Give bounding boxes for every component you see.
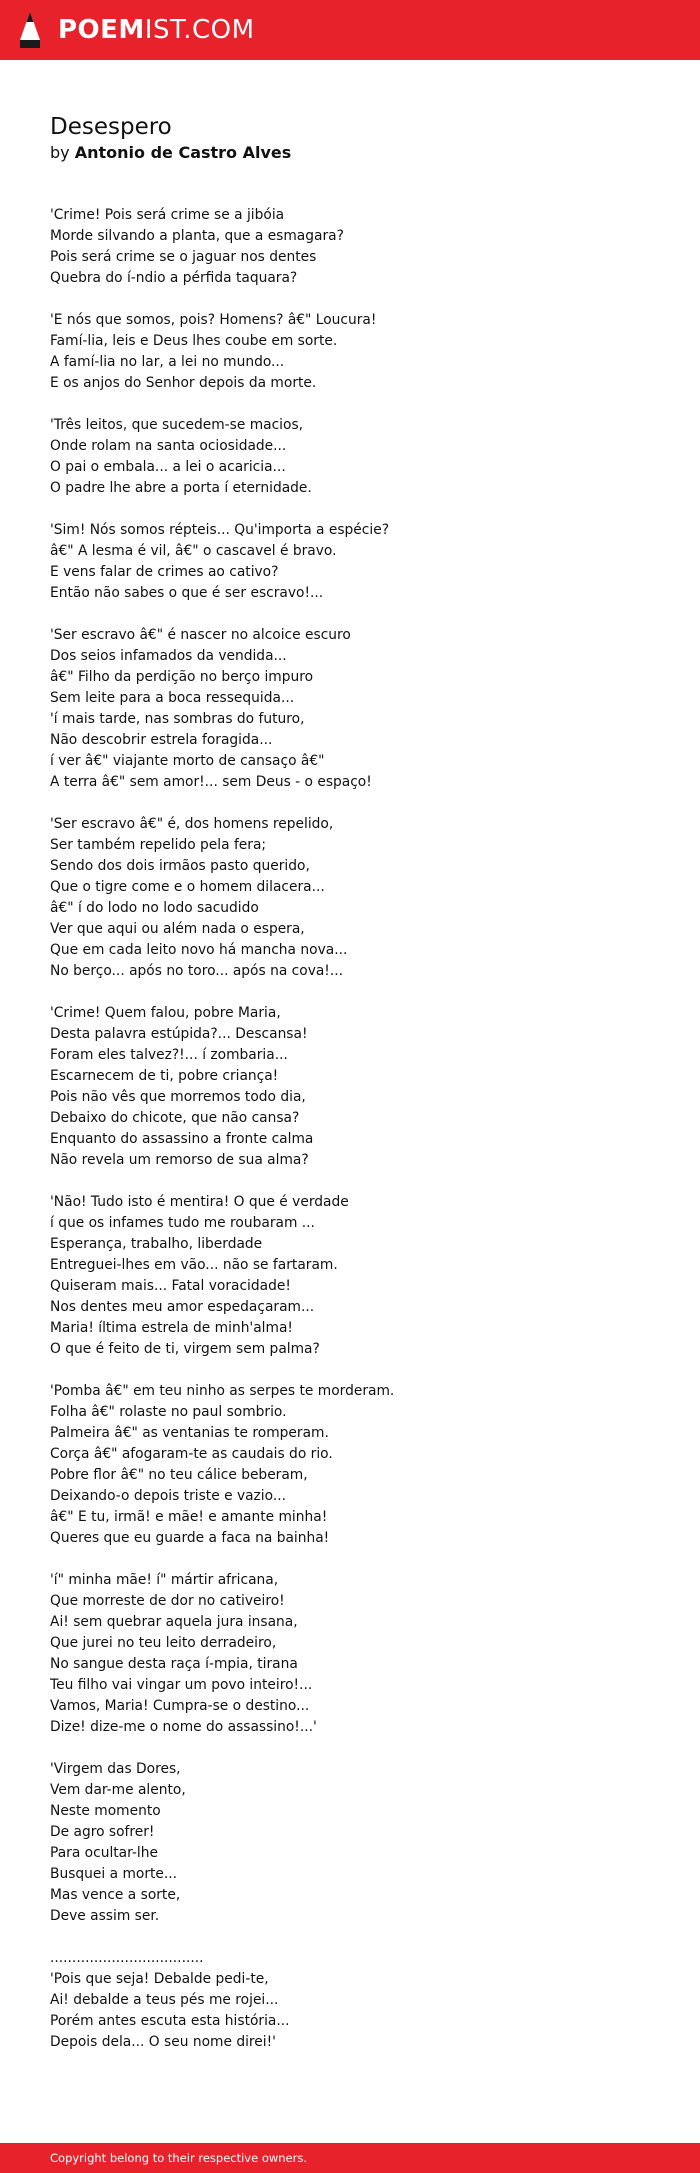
poem-line: Folha â€" rolaste no paul sombrio. <box>50 1404 287 1420</box>
poem-line: 'Ser escravo â€" é nascer no alcoice escuro <box>50 627 351 643</box>
poem-stanza <box>50 1192 670 1360</box>
poem-line: Pois será crime se o jaguar nos dentes <box>50 249 317 265</box>
poem-line: Queres que eu guarde a faca na bainha! <box>50 1530 330 1546</box>
poem-stanza <box>50 310 670 394</box>
copyright-text: Copyright belong to their respective owners. <box>50 2151 308 2165</box>
logo-brand-light: IST.COM <box>144 15 255 45</box>
poem-line: Nos dentes meu amor espedaçaram... <box>50 1299 315 1315</box>
poem-line: Morde silvando a planta, que a esmagara? <box>50 228 344 244</box>
poem-body <box>50 205 670 2053</box>
poem-line: â€" Filho da perdição no berço impuro <box>50 669 314 685</box>
poem-stanza <box>50 1570 670 1738</box>
poem-line: Vem dar-me alento, <box>50 1782 186 1798</box>
poem-line: Não revela um remorso de sua alma? <box>50 1152 309 1168</box>
by-label: by <box>50 143 70 162</box>
poem-line: Deixando-o depois triste e vazio... <box>50 1488 286 1504</box>
poem-line: Depois dela... O seu nome direi!' <box>50 2034 276 2050</box>
poem-line: E vens falar de crimes ao cativo? <box>50 564 279 580</box>
poem-line: 'í mais tarde, nas sombras do futuro, <box>50 711 305 727</box>
poem-line: Desta palavra estúpida?... Descansa! <box>50 1026 308 1042</box>
poem-line: O pai o embala... a lei o acaricia... <box>50 459 286 475</box>
poem-line: Que em cada leito novo há mancha nova... <box>50 942 348 958</box>
poem-line: Dize! dize-me o nome do assassino!...' <box>50 1719 317 1735</box>
logo-brand-bold: POEM <box>58 15 145 45</box>
poem-line: Quebra do í-ndio a pérfida taquara? <box>50 270 298 286</box>
poem-stanza <box>50 415 670 499</box>
poem-line: Vamos, Maria! Cumpra-se o destino... <box>50 1698 310 1714</box>
poem-line: 'E nós que somos, pois? Homens? â€" Loucura! <box>50 312 377 328</box>
poem-line: No sangue desta raça í-mpia, tirana <box>50 1656 298 1672</box>
poem-line: Escarnecem de ti, pobre criança! <box>50 1068 279 1084</box>
poem-line: 'Crime! Pois será crime se a jibóia <box>50 207 285 223</box>
poem-byline <box>50 142 670 164</box>
poem-line: Maria! íltima estrela de minh'alma! <box>50 1320 293 1336</box>
poem-line: Então não sabes o que é ser escravo!... <box>50 585 324 601</box>
author-name[interactable]: Antonio de Castro Alves <box>74 143 292 162</box>
poem-line: Que morreste de dor no cativeiro! <box>50 1593 285 1609</box>
poem-stanza <box>50 205 670 289</box>
poem-stanza <box>50 1948 670 2053</box>
poem-line: í ver â€" viajante morto de cansaço â€" <box>50 753 325 769</box>
poem-line: Que o tigre come e o homem dilacera... <box>50 879 325 895</box>
poem-title: Desespero <box>50 114 172 140</box>
poem-line: Para ocultar-lhe <box>50 1845 158 1861</box>
poem-line: Sendo dos dois irmãos pasto querido, <box>50 858 310 874</box>
poem-line: 'Virgem das Dores, <box>50 1761 181 1777</box>
poem-content <box>50 112 670 2074</box>
poem-line: Dos seios infamados da vendida... <box>50 648 287 664</box>
pencil-tip-icon[interactable] <box>18 10 42 50</box>
poem-line: Que jurei no teu leito derradeiro, <box>50 1635 277 1651</box>
poem-line: O padre lhe abre a porta í eternidade. <box>50 480 312 496</box>
poem-line: Busquei a morte... <box>50 1866 178 1882</box>
poem-line: Palmeira â€" as ventanias te romperam. <box>50 1425 329 1441</box>
poem-line: Esperança, trabalho, liberdade <box>50 1236 263 1252</box>
poem-line: â€" A lesma é vil, â€" o cascavel é bravo. <box>50 543 337 559</box>
poem-line: E os anjos do Senhor depois da morte. <box>50 375 317 391</box>
poem-line: Neste momento <box>50 1803 161 1819</box>
poem-line: 'Sim! Nós somos répteis... Qu'importa a espécie? <box>50 522 390 538</box>
poem-stanza <box>50 1381 670 1549</box>
poem-line: Corça â€" afogaram-te as caudais do rio. <box>50 1446 333 1462</box>
poem-line: Porém antes escuta esta história... <box>50 2013 290 2029</box>
poem-line: De agro sofrer! <box>50 1824 155 1840</box>
poem-line: ................................... <box>50 1950 204 1966</box>
poem-line: Ser também repelido pela fera; <box>50 837 267 853</box>
poem-line: Onde rolam na santa ociosidade... <box>50 438 287 454</box>
poem-line: Deve assim ser. <box>50 1908 160 1924</box>
poem-line: A terra â€" sem amor!... sem Deus - o espaço! <box>50 774 372 790</box>
poem-line: 'í" minha mãe! í" mártir africana, <box>50 1572 279 1588</box>
poem-stanza <box>50 1003 670 1171</box>
poem-line: Teu filho vai vingar um povo inteiro!... <box>50 1677 313 1693</box>
site-footer <box>0 2143 700 2173</box>
poem-line: 'Pois que seja! Debalde pedi-te, <box>50 1971 269 1987</box>
site-header <box>0 0 700 60</box>
poem-line: Sem leite para a boca ressequida... <box>50 690 295 706</box>
poem-line: Ver que aqui ou além nada o espera, <box>50 921 305 937</box>
poem-line: Pois não vês que morremos todo dia, <box>50 1089 306 1105</box>
poem-line: Ai! debalde a teus pés me rojei... <box>50 1992 279 2008</box>
poem-stanza <box>50 625 670 793</box>
poem-line: Não descobrir estrela foragida... <box>50 732 273 748</box>
poem-line: Quiseram mais... Fatal voracidade! <box>50 1278 291 1294</box>
poem-line: Enquanto do assassino a fronte calma <box>50 1131 314 1147</box>
site-logo[interactable] <box>58 15 255 45</box>
poem-line: â€" í do lodo no lodo sacudido <box>50 900 259 916</box>
poem-stanza <box>50 520 670 604</box>
poem-line: Pobre flor â€" no teu cálice beberam, <box>50 1467 308 1483</box>
poem-line: No berço... após no toro... após na cova!... <box>50 963 343 979</box>
poem-line: í que os infames tudo me roubaram ... <box>50 1215 315 1231</box>
poem-line: 'Três leitos, que sucedem-se macios, <box>50 417 304 433</box>
poem-line: Debaixo do chicote, que não cansa? <box>50 1110 300 1126</box>
poem-line: O que é feito de ti, virgem sem palma? <box>50 1341 320 1357</box>
poem-line: 'Não! Tudo isto é mentira! O que é verdade <box>50 1194 349 1210</box>
poem-line: â€" E tu, irmã! e mãe! e amante minha! <box>50 1509 328 1525</box>
poem-line: A famí-lia no lar, a lei no mundo... <box>50 354 285 370</box>
poem-line: Foram eles talvez?!... í zombaria... <box>50 1047 288 1063</box>
poem-line: Ai! sem quebrar aquela jura insana, <box>50 1614 298 1630</box>
poem-line: Famí-lia, leis e Deus lhes coube em sorte. <box>50 333 338 349</box>
poem-line: Entreguei-lhes em vão... não se fartaram. <box>50 1257 338 1273</box>
poem-stanza <box>50 1759 670 1927</box>
poem-line: 'Crime! Quem falou, pobre Maria, <box>50 1005 281 1021</box>
poem-line: 'Pomba â€" em teu ninho as serpes te morderam. <box>50 1383 395 1399</box>
poem-line: 'Ser escravo â€" é, dos homens repelido, <box>50 816 334 832</box>
poem-line: Mas vence a sorte, <box>50 1887 181 1903</box>
poem-stanza <box>50 814 670 982</box>
